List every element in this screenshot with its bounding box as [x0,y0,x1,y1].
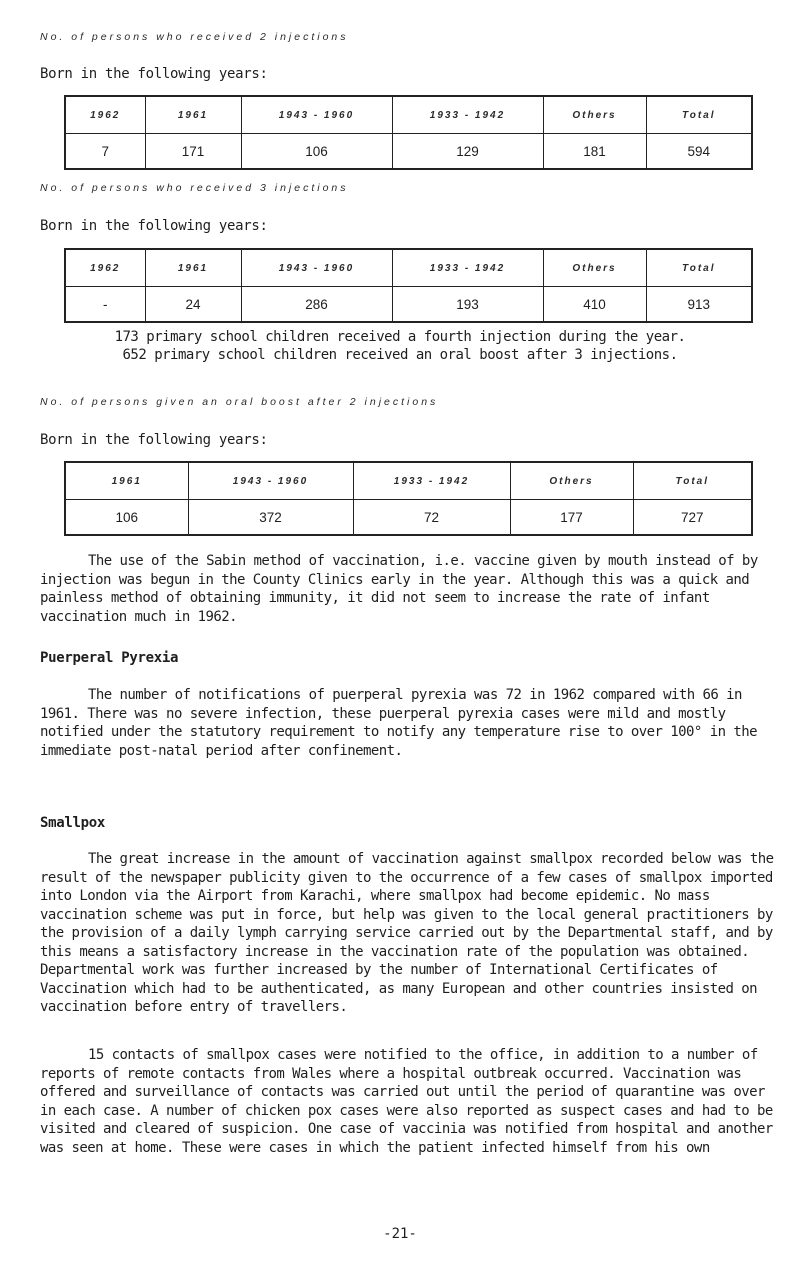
table-header-row [65,249,752,287]
table-header-cell: 1962 [65,249,145,287]
table1-born-label: Born in the following years: [40,66,268,82]
table-header-cell: Total [633,462,752,500]
table-header-cell: Total [646,249,752,287]
table3-born-label: Born in the following years: [40,432,268,448]
table-row [65,500,752,536]
table1-caption: No. of persons who received 2 injections [40,31,349,43]
oral-boost-table [64,461,753,536]
table-header-cell: 1961 [145,96,241,134]
table-header-cell: Others [510,462,633,500]
page-number: -21- [383,1226,417,1242]
table-cell: 177 [510,500,633,536]
puerperal-heading: Puerperal Pyrexia [40,650,179,666]
table-header-cell: 1961 [65,462,188,500]
table2-born-label: Born in the following years: [40,218,268,234]
smallpox-paragraph-2: 15 contacts of smallpox cases were notified to the office, in addition to a number of reports of remote contacts from Wales where a hospital outbreak occurred. Vaccination was offered and surveillance of contacts was carried out until the period of quarantine was over in each case. A number of chicken pox cases were also reported as suspect cases and had to be visited and cleared of suspicion. One case of vaccinia was notified from hospital and another was seen at home. These were cases in which the patient infected himself from his own [40,1047,773,1156]
table-header-cell: 1933 - 1942 [353,462,510,500]
note-oral-boost: 652 primary school children received an oral boost after 3 injections. [122,347,678,363]
injections-3-table [64,248,753,323]
booster-notes [0,328,800,364]
table-header-cell: 1943 - 1960 [188,462,353,500]
table-cell: 72 [353,500,510,536]
table-header-cell: 1933 - 1942 [392,96,543,134]
table-header-cell: 1943 - 1960 [241,249,392,287]
table3-caption: No. of persons given an oral boost after 2 injections [40,396,439,408]
table-header-cell: 1933 - 1942 [392,249,543,287]
table-header-row [65,96,752,134]
table-row [65,287,752,323]
table-cell: 106 [65,500,188,536]
table-cell: 286 [241,287,392,323]
table-cell: 181 [543,134,646,170]
table-header-cell: 1943 - 1960 [241,96,392,134]
table-cell: 727 [633,500,752,536]
table-header-cell: 1962 [65,96,145,134]
smallpox-paragraph-block-2 [40,1046,780,1157]
smallpox-paragraph-1: The great increase in the amount of vaccination against smallpox recorded below was the result of the newspaper publicity given to the occurrence of a few cases of smallpox imported into London via the Airport from Karachi, where smallpox had become epidemic. No mass vaccination scheme was put in force, but help was given to the local general practitioners by the provision of a daily lymph carrying service carried out by the Departmental staff, and by this means a satisfactory increase in the vaccination rate of the population was obtained. Departmental work was further increased by the number of International Certificates of Vaccination which had to be authenticated, as many European and other countries insisted on vaccination before entry of travellers. [40,851,774,1015]
sabin-paragraph-block [40,552,780,626]
table-header-cell: Others [543,96,646,134]
puerperal-paragraph: The number of notifications of puerperal pyrexia was 72 in 1962 compared with 66 in 1961. There was no severe infection, these puerperal pyrexia cases were mild and mostly notified under the statutory requirement to notify any temperature rise to over 100° in the immediate post-natal period after confinement. [40,687,757,759]
table-header-cell: 1961 [145,249,241,287]
injections-2-table [64,95,753,170]
table-cell: 129 [392,134,543,170]
table-cell: 106 [241,134,392,170]
table-header-cell: Total [646,96,752,134]
table-row [65,134,752,170]
table-cell: 7 [65,134,145,170]
smallpox-heading: Smallpox [40,815,106,831]
sabin-paragraph: The use of the Sabin method of vaccination, i.e. vaccine given by mouth instead of by injection was begun in the County Clinics early in the year. Although this was a quick and painless method of obtaining immunity, it did not seem to increase the rate of infant vaccination much in 1962. [40,553,758,625]
table-cell: 193 [392,287,543,323]
table-cell: 372 [188,500,353,536]
table-cell: 410 [543,287,646,323]
table-cell: 594 [646,134,752,170]
table-cell: 913 [646,287,752,323]
puerperal-paragraph-block [40,686,780,760]
note-fourth-injection: 173 primary school children received a fourth injection during the year. [114,329,686,345]
smallpox-paragraph-block-1 [40,850,780,1017]
table-header-row [65,462,752,500]
table2-caption: No. of persons who received 3 injections [40,182,349,194]
table-cell: 24 [145,287,241,323]
table-header-cell: Others [543,249,646,287]
table-cell: 171 [145,134,241,170]
table-cell: - [65,287,145,323]
